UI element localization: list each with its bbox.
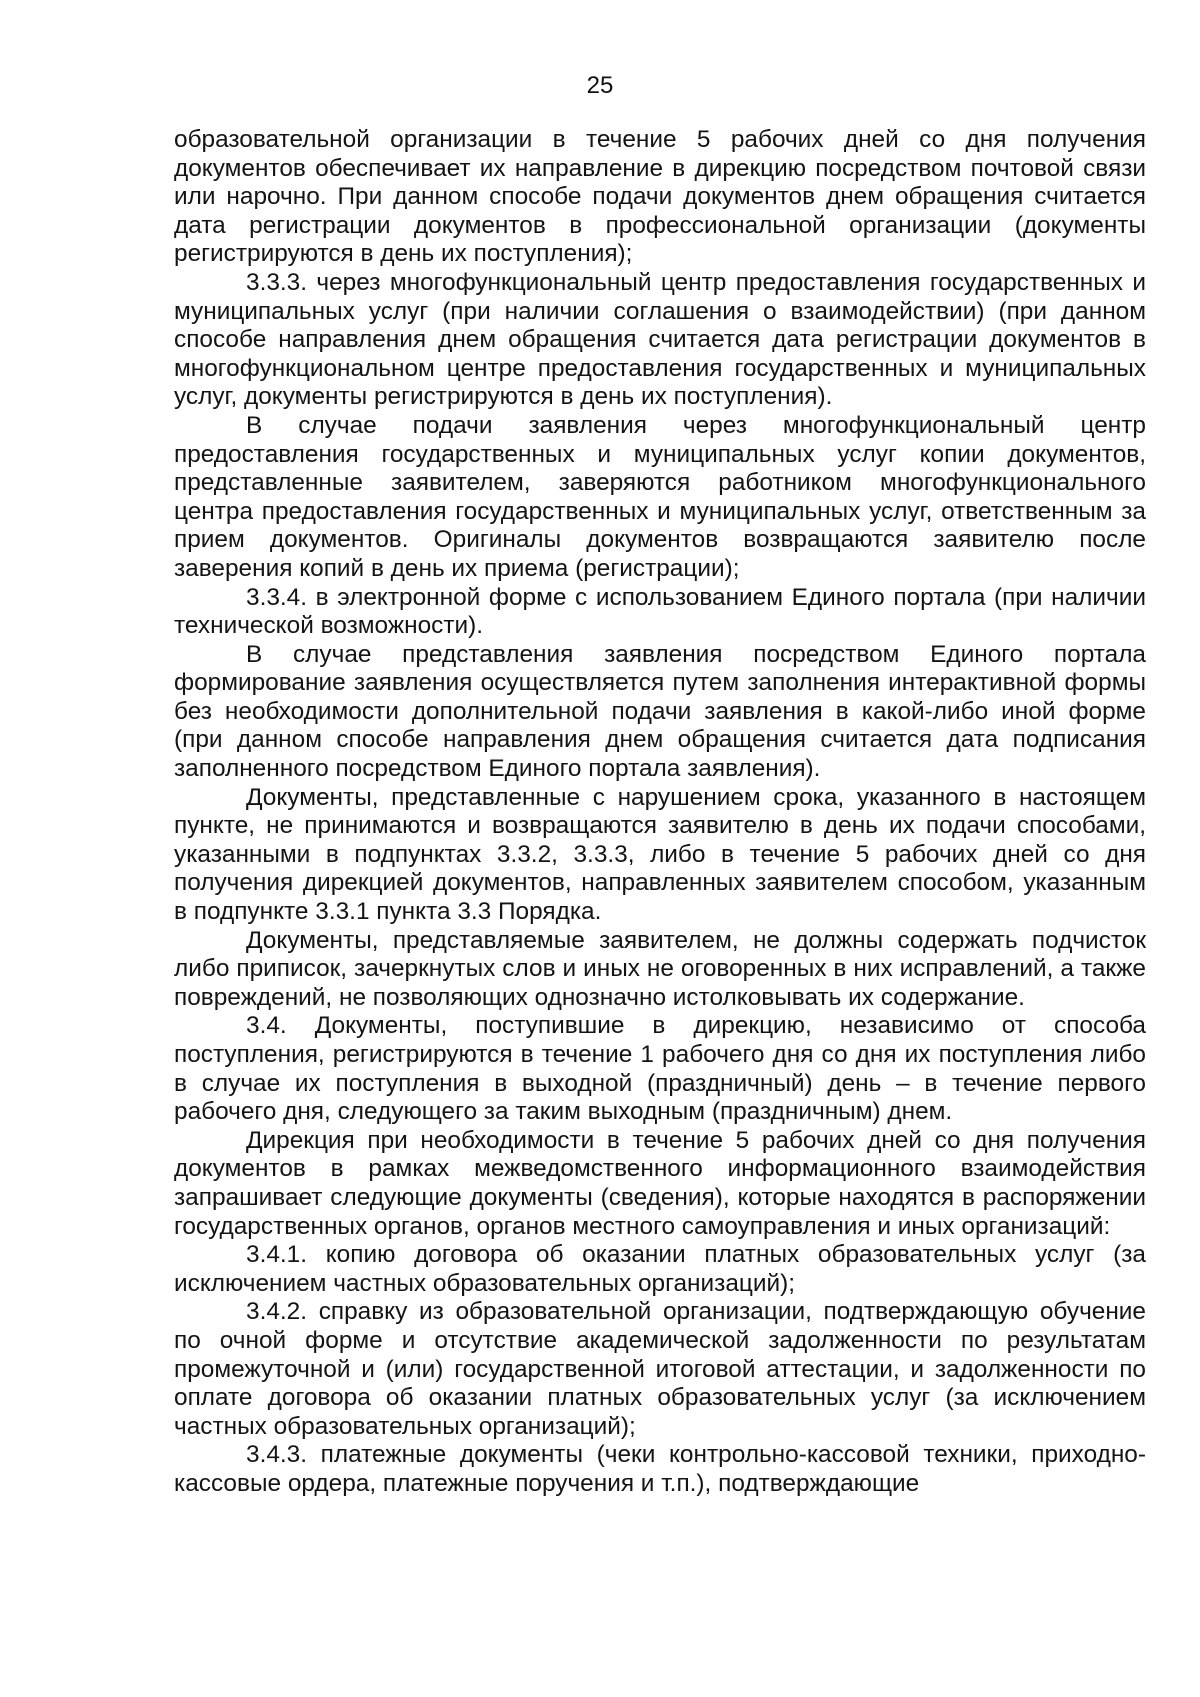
paragraph-3-4-1: 3.4.1. копию договора об оказании платных образовательных услуг (за исключением частных образовательных организаций);: [174, 1241, 1146, 1297]
page-number: 25: [586, 72, 614, 99]
paragraph-interagency-request: Дирекция при необходимости в течение 5 рабочих дней со дня получения документов в рамках межведомственного информационного взаимодействия запрашивает следующие документы (сведения), которые находятся в распоряжении государственных органов, органов местного самоуправления и иных организаций:: [174, 1126, 1146, 1240]
paragraph-continuation: образовательной организации в течение 5 рабочих дней со дня получения документов обеспечивает их направление в дирекцию посредством почтовой связи или нарочно. При данном способе подачи документов днем обращения считается дата регистрации документов в профессиональной организации (документы регистрируются в день их поступления);: [174, 126, 1146, 268]
paragraph-3-3-4: 3.3.4. в электронной форме с использованием Единого портала (при наличии технической возможности).: [174, 583, 1146, 640]
document-body: [174, 126, 1146, 1499]
paragraph-3-4: 3.4. Документы, поступившие в дирекцию, независимо от способа поступления, регистрируются в течение 1 рабочего дня со дня их поступления либо в случае их поступления в выходной (праздничный) день – в течение первого рабочего дня, следующего за таким выходным (праздничным) днем.: [174, 1012, 1146, 1126]
paragraph-single-portal: В случае представления заявления посредством Единого портала формирование заявления осуществляется путем заполнения интерактивной формы без необходимости дополнительной подачи заявления в какой-либо иной форме (при данном способе направления днем обращения считается дата подписания заполненного посредством Единого портала заявления).: [174, 640, 1146, 783]
paragraph-late-documents: Документы, представленные с нарушением срока, указанного в настоящем пункте, не принимаются и возвращаются заявителю в день их подачи способами, указанными в подпунктах 3.3.2, 3.3.3, либо в течение 5 рабочих дней со дня получения дирекцией документов, направленных заявителем способом, указанным в подпункте 3.3.1 пункта 3.3 Порядка.: [174, 783, 1146, 926]
paragraph-mfc-copies: В случае подачи заявления через многофункциональный центр предоставления государственных и муниципальных услуг копии документов, представленные заявителем, заверяются работником многофункционального центра предоставления государственных и муниципальных услуг, ответственным за прием документов. Оригиналы документов возвращаются заявителю после заверения копий в день их приема (регистрации);: [174, 411, 1146, 582]
paragraph-3-3-3: 3.3.3. через многофункциональный центр предоставления государственных и муниципальных услуг (при наличии соглашения о взаимодействии) (при данном способе направления днем обращения считается дата регистрации документов в многофункциональном центре предоставления государственных и муниципальных услуг, документы регистрируются в день их поступления).: [174, 268, 1146, 411]
paragraph-3-4-2: 3.4.2. справку из образовательной организации, подтверждающую обучение по очной форме и отсутствие академической задолженности по результатам промежуточной и (или) государственной итоговой аттестации, и задолженности по оплате договора об оказании платных образовательных услуг (за исключением частных образовательных организаций);: [174, 1298, 1146, 1440]
paragraph-document-requirements: Документы, представляемые заявителем, не должны содержать подчисток либо приписок, зачеркнутых слов и иных не оговоренных в них исправлений, а также повреждений, не позволяющих однозначно истолковывать их содержание.: [174, 926, 1146, 1011]
paragraph-3-4-3: 3.4.3. платежные документы (чеки контрольно-кассовой техники, приходно-кассовые ордера, платежные поручения и т.п.), подтверждающие: [174, 1441, 1146, 1497]
